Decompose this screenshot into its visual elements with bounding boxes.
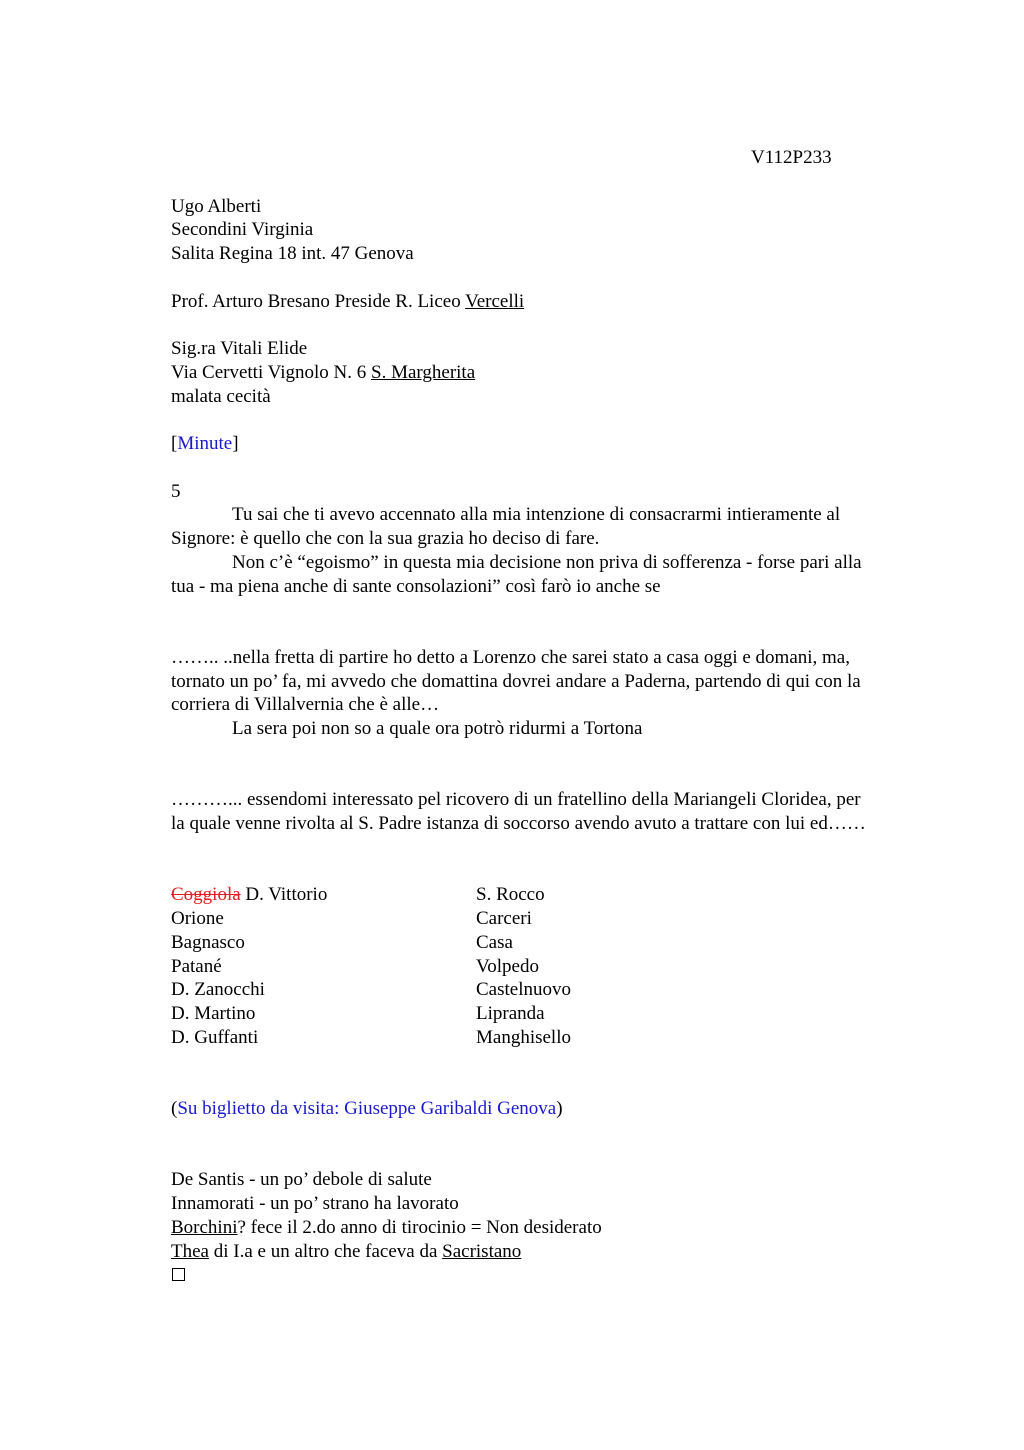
bracket: [ [171,433,178,454]
paragraph-line: la quale venne rivolta al S. Padre istanza di soccorso avendo avuto a trattare con lui ed…… [171,813,866,834]
list-item-left: D. Guffanti [171,1027,259,1048]
struck-name: Coggiola [171,884,241,905]
address-line: malata cecità [171,386,271,407]
paren: ( [171,1098,178,1119]
list-item-left: Bagnasco [171,932,245,953]
bracket: ] [232,433,239,454]
note-text: di I.a e un altro che faceva da [208,1241,443,1262]
address-line: Salita Regina 18 int. 47 Genova [171,243,414,264]
editor-note: Minute [177,433,233,454]
address-line: Ugo Alberti [171,196,262,217]
list-item-left: Orione [171,908,224,929]
address-line [171,361,475,385]
minute-label [171,432,239,456]
list-name: D. Vittorio [240,884,328,905]
note-text: ? fece il 2.do anno di tirocinio = Non desiderato [237,1217,602,1238]
note-name: Thea [171,1241,209,1262]
list-item-left [171,883,327,907]
note-line [171,1216,602,1240]
list-item-right: Carceri [476,908,532,929]
paragraph-line: Tu sai che ti avevo accennato alla mia intenzione di consacrarmi intieramente al [232,504,841,525]
list-item-right: Casa [476,932,513,953]
note-line: Innamorati - un po’ strano ha lavorato [171,1193,459,1214]
list-item-right: Lipranda [476,1003,545,1024]
paragraph-line: Signore: è quello che con la sua grazia ho deciso di fare. [171,528,600,549]
paragraph-line: tua - ma piena anche di sante consolazioni” così farò io anche se [171,576,661,597]
section-number: 5 [171,481,181,502]
note-line: De Santis - un po’ debole di salute [171,1169,432,1190]
address-line: Secondini Virginia [171,219,314,240]
address-line: Sig.ra Vitali Elide [171,338,308,359]
address-place: S. Margherita [371,362,476,383]
paragraph-line: ………... essendomi interessato pel ricovero di un fratellino della Mariangeli Cloridea, per [171,789,861,810]
visiting-card-note [171,1097,563,1121]
checkbox-glyph-icon [172,1268,185,1281]
address-line [171,290,524,314]
list-item-left: Patané [171,956,222,977]
note-line [171,1240,521,1264]
note-name: Sacristano [442,1241,522,1262]
note-name: Borchini [171,1217,238,1238]
paragraph-line: Non c’è “egoismo” in questa mia decisione non priva di sofferenza - forse pari alla [232,552,862,573]
address-text: Prof. Arturo Bresano Preside R. Liceo [171,291,466,312]
list-item-left: D. Zanocchi [171,979,265,1000]
address-text: Via Cervetti Vignolo N. 6 [171,362,372,383]
list-item-right: Volpedo [476,956,539,977]
list-item-left: D. Martino [171,1003,256,1024]
list-item-right: Castelnuovo [476,979,571,1000]
address-place: Vercelli [465,291,525,312]
list-item-right: Manghisello [476,1027,571,1048]
paragraph-line: …….. ..nella fretta di partire ho detto a Lorenzo che sarei stato a casa oggi e domani, ma, [171,647,850,668]
paragraph-line: La sera poi non so a quale ora potrò ridurmi a Tortona [232,718,643,739]
paragraph-line: corriera di Villalvernia che è alle… [171,694,440,715]
reference-code: V112P233 [751,147,832,168]
list-item-right: S. Rocco [476,884,545,905]
paren: ) [556,1098,563,1119]
paragraph-line: tornato un po’ fa, mi avvedo che domattina dovrei andare a Paderna, partendo di qui con la [171,671,861,692]
editor-note: Su biglietto da visita: Giuseppe Garibaldi Genova [177,1098,557,1119]
